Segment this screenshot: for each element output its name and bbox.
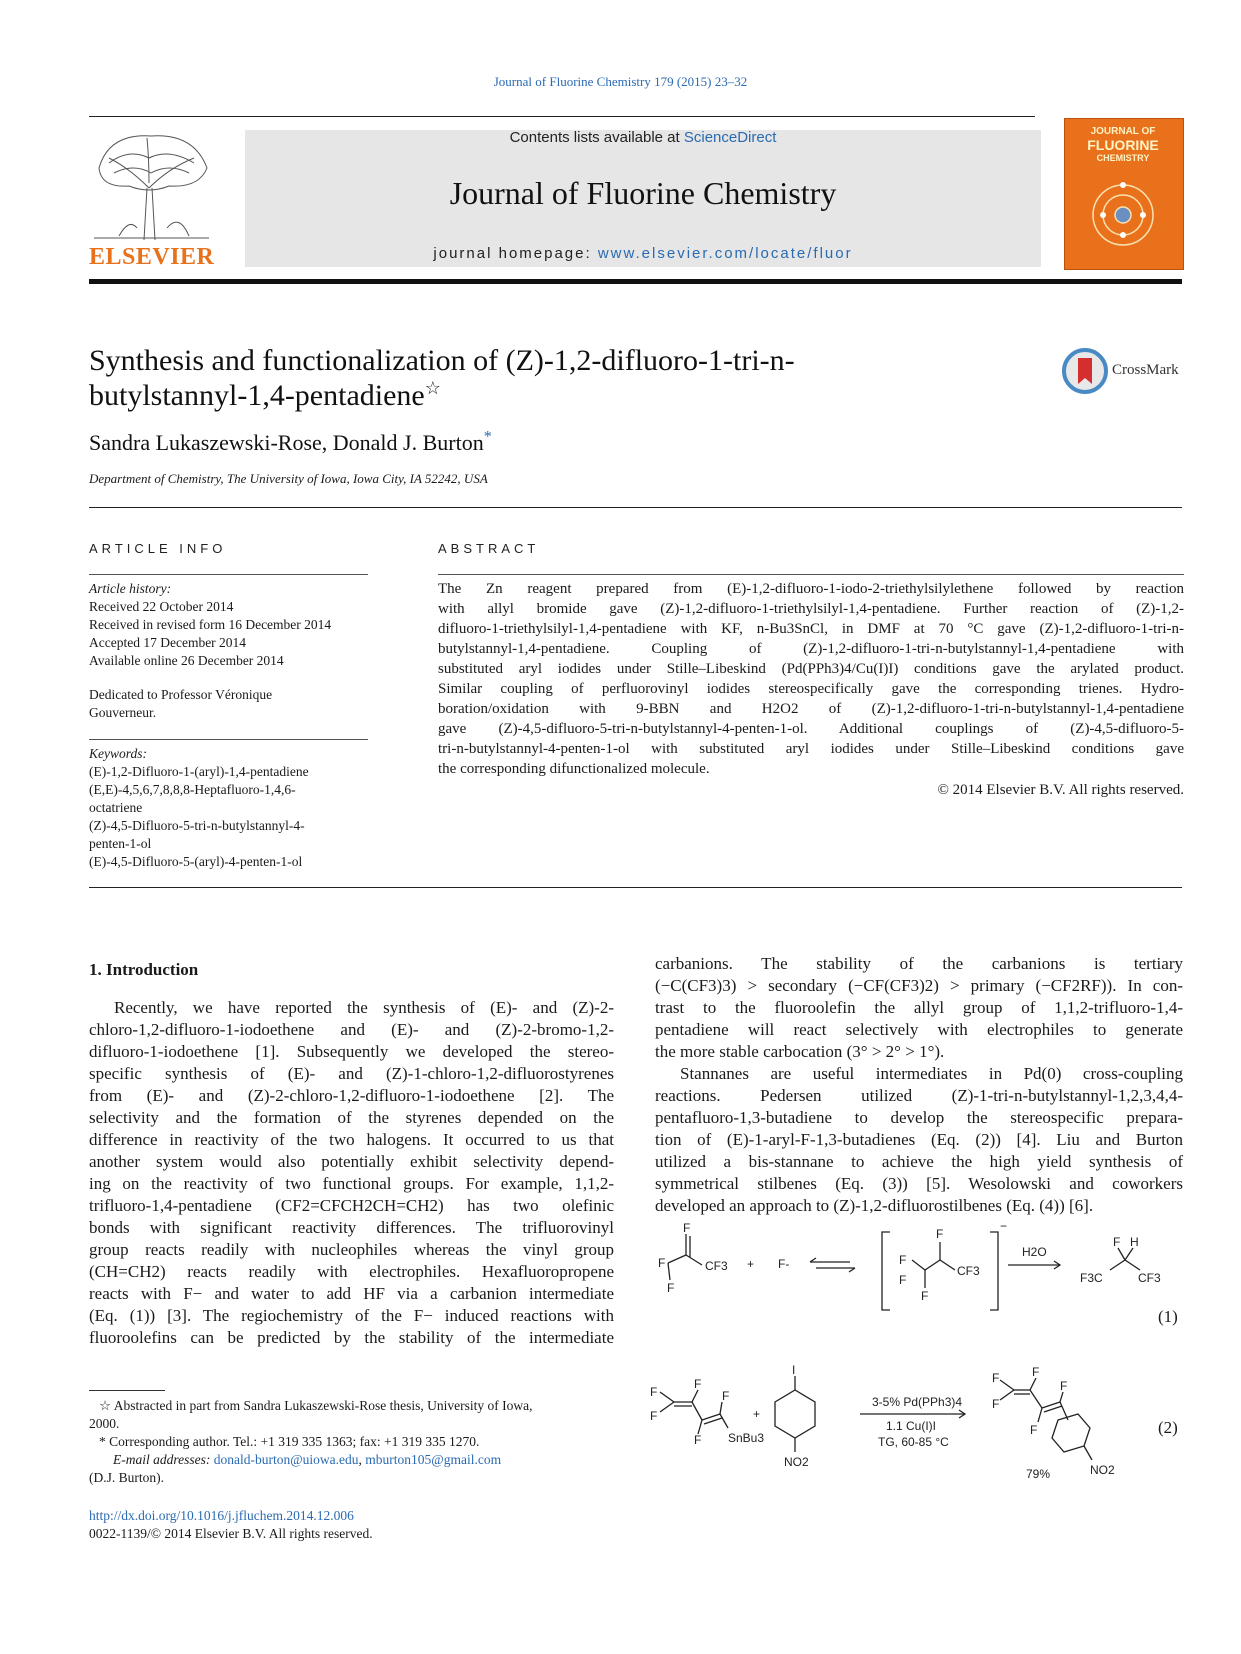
footnote-emails: E-mail addresses: donald-burton@uiowa.edu, mburton105@gmail.com <box>113 1452 502 1467</box>
equation-1-number: (1) <box>1158 1307 1178 1326</box>
eq1-anion-charge: − <box>1000 1220 1008 1233</box>
keywords-block <box>89 745 379 871</box>
intro-line: trifluoro-1,4-pentadiene (CF2=CFCH2CH=CH2) has two olefinic <box>89 1196 614 1215</box>
eq2-conditions: TG, 60-85 °C <box>878 1435 949 1449</box>
intro-line: Stannanes are useful intermediates in Pd(0) cross-coupling <box>680 1064 1183 1083</box>
abstract-copyright: © 2014 Elsevier B.V. All rights reserved. <box>937 782 1184 798</box>
intro-line: reacts with F− and water to add HF via a carbanion intermediate <box>89 1284 614 1303</box>
cover-line-3: CHEMISTRY <box>1096 153 1150 163</box>
intro-line: reactions. Pedersen utilized (Z)-1-tri-n-butylstannyl-1,2,3,4,4- <box>655 1086 1183 1105</box>
eq1-anion-f4: F <box>921 1289 929 1303</box>
footnotes <box>89 1397 614 1487</box>
eq2-prod-f3: F <box>1032 1365 1040 1379</box>
eq1-cf3-left: CF3 <box>705 1259 728 1273</box>
abstract-line: butylstannyl-1,4-pentadiene. Coupling of (Z)-1,2-difluoro-1-tri-n-butylstannyl-1,4-pentadiene with <box>438 641 1184 657</box>
eq1-reagent: H2O <box>1022 1245 1047 1259</box>
keyword-3: (Z)-4,5-Difluoro-5-tri-n-butylstannyl-4- <box>89 818 305 833</box>
equation-2-scheme <box>650 1362 1140 1487</box>
elsevier-tree-logo <box>89 128 214 240</box>
intro-right-column <box>655 953 1183 1217</box>
eq2-prod-f5: F <box>1060 1379 1068 1393</box>
intro-line: bonds with significant reactivity differences. The trifluorovinyl <box>89 1218 614 1237</box>
eq1-product-f3c: F3C <box>1080 1271 1103 1285</box>
doi-link[interactable]: http://dx.doi.org/10.1016/j.jfluchem.2014.12.006 <box>89 1508 354 1523</box>
intro-line: the more stable carbocation (3° > 2° > 1°). <box>655 1042 945 1061</box>
footnote-rule <box>89 1390 165 1391</box>
eq1-product-f: F <box>1113 1235 1121 1249</box>
eq2-no2-product: NO2 <box>1090 1463 1115 1477</box>
footnote-title-cont: 2000. <box>89 1416 120 1431</box>
email-link-2[interactable]: mburton105@gmail.com <box>365 1452 502 1467</box>
eq1-f-top: F <box>683 1221 691 1235</box>
intro-line: group reacts readily with nucleophiles whereas the vinyl group <box>89 1240 614 1259</box>
equation-2-number: (2) <box>1158 1418 1178 1437</box>
title-line-2: butylstannyl-1,4-pentadiene <box>89 379 425 412</box>
intro-line: another system would also potentially exhibit selectivity depend- <box>89 1152 614 1171</box>
eq1-f-left: F <box>658 1256 666 1270</box>
article-info-rule <box>89 574 368 575</box>
title-line-2-wrap <box>89 378 989 413</box>
authors-text: Sandra Lukaszewski-Rose, Donald J. Burton <box>89 430 484 455</box>
sciencedirect-link[interactable]: ScienceDirect <box>683 129 777 146</box>
intro-line: carbanions. The stability of the carbanions is tertiary <box>655 954 1183 973</box>
intro-line: (Eq. (1)) [3]. The regiochemistry of the F− induced reactions with <box>89 1306 614 1325</box>
intro-line: pentadiene will react selectively with electrophiles to generate <box>655 1020 1183 1039</box>
homepage-line <box>245 245 1041 262</box>
intro-line: (CH=CH2) reacts readily with electrophiles. Hexafluoropropene <box>89 1262 614 1281</box>
abstract-line: tri-n-butylstannyl-4-penten-1-ol with substituted aryl iodides under Stille–Libeskind conditions gave <box>438 741 1184 757</box>
doi-block <box>89 1507 373 1543</box>
eq2-snbu3: SnBu3 <box>728 1431 765 1445</box>
cover-atom-icon <box>1088 180 1158 250</box>
author-list <box>89 430 492 456</box>
eq2-prod-f4: F <box>1030 1423 1038 1437</box>
article-history <box>89 580 379 722</box>
eq2-f-5: F <box>722 1389 730 1403</box>
eq2-catalyst: 3-5% Pd(PPh3)4 <box>872 1395 963 1409</box>
intro-line: trast to the fluoroolefin the allyl group of 1,1,2-trifluoro-1,4- <box>655 998 1183 1017</box>
crossmark-icon <box>1062 348 1108 394</box>
eq1-anion-f2: F <box>899 1273 907 1287</box>
abstract-line: The Zn reagent prepared from (E)-1,2-difluoro-1-iodo-2-triethylsilylethene followed by reaction <box>438 581 1184 597</box>
keywords-label: Keywords: <box>89 746 147 761</box>
abstract-line: gave (Z)-4,5-difluoro-5-tri-n-butylstannyl-4-penten-1-ol. Additional couplings of (Z)-4,5-difluoro-5- <box>438 721 1184 737</box>
abstract-line: the corresponding difunctionalized molecule. <box>438 761 710 777</box>
crossmark-label: CrossMark <box>1112 362 1179 378</box>
intro-line: difluoro-1-iodoethene [1]. Subsequently we developed the stereo- <box>89 1042 614 1061</box>
eq2-f-2: F <box>650 1409 658 1423</box>
eq1-fluoride: F- <box>778 1257 790 1271</box>
section-heading-introduction: 1. Introduction <box>89 960 199 979</box>
title-footnote-mark[interactable]: ☆ <box>424 378 441 398</box>
keyword-3b: penten-1-ol <box>89 836 152 851</box>
email-label: E-mail addresses: <box>113 1452 214 1467</box>
keyword-2b: octatriene <box>89 800 143 815</box>
history-revised: Received in revised form 16 December 2014 <box>89 617 332 632</box>
history-online: Available online 26 December 2014 <box>89 653 284 668</box>
intro-line: tion of (E)-1-aryl-F-1,3-butadienes (Eq. (2)) [4]. Liu and Burton <box>655 1130 1183 1149</box>
intro-line: selectivity and the formation of the styrenes depended on the <box>89 1108 614 1127</box>
history-received: Received 22 October 2014 <box>89 599 234 614</box>
abstract-body <box>438 579 1184 779</box>
eq1-plus: + <box>747 1257 755 1271</box>
contents-prefix: Contents lists available at <box>509 129 684 146</box>
equation-1-scheme <box>650 1220 1185 1330</box>
contents-line <box>245 129 1041 146</box>
eq1-product-h: H <box>1130 1235 1139 1249</box>
article-title <box>89 343 989 413</box>
history-label: Article history: <box>89 581 172 596</box>
issn-line: 0022-1139/© 2014 Elsevier B.V. All rights reserved. <box>89 1526 373 1541</box>
abstract-rule <box>438 574 1184 575</box>
affiliation: Department of Chemistry, The University of Iowa, Iowa City, IA 52242, USA <box>89 471 488 486</box>
intro-line: utilized a bis-stannane to achieve the high yield synthesis of <box>655 1152 1183 1171</box>
eq1-anion-cf3: CF3 <box>957 1264 980 1278</box>
article-info-heading: ARTICLE INFO <box>89 541 227 556</box>
intro-line: symmetrical stilbenes (Eq. (3)) [5]. Wesolowski and coworkers <box>655 1174 1183 1193</box>
eq2-no2-reactant: NO2 <box>784 1455 809 1469</box>
eq1-f-bottom: F <box>667 1281 675 1295</box>
crossmark-badge[interactable] <box>1062 348 1179 399</box>
eq2-f-1: F <box>650 1385 658 1399</box>
intro-line: Recently, we have reported the synthesis of (E)- and (Z)-2- <box>114 998 614 1017</box>
history-spacer <box>89 670 379 686</box>
eq2-prod-f2: F <box>992 1397 1000 1411</box>
title-bottom-rule <box>89 507 1182 508</box>
abstract-line: with allyl bromide gave (Z)-1,2-difluoro-1-triethylsilyl-1,4-pentadiene. Further reaction of (Z)-1,2- <box>438 601 1184 617</box>
intro-left-column <box>89 997 614 1349</box>
cover-line-2: FLUORINE <box>1087 137 1159 153</box>
email-link-1[interactable]: donald-burton@uiowa.edu <box>213 1452 359 1467</box>
running-header[interactable]: Journal of Fluorine Chemistry 179 (2015) 23–32 <box>493 74 748 89</box>
homepage-prefix: journal homepage: <box>433 245 598 262</box>
keyword-4: (E)-4,5-Difluoro-5-(aryl)-4-penten-1-ol <box>89 854 303 869</box>
eq1-anion-f3: F <box>936 1227 944 1241</box>
abstract-line: boration/oxidation with 9-BBN and H2O2 of (Z)-1,2-difluoro-1-tri-n-butylstannyl-1,4-pentadiene <box>438 701 1184 717</box>
intro-line: developed an approach to (Z)-1,2-difluorostilbenes (Eq. (4)) [6]. <box>655 1196 1094 1215</box>
intro-line: pentafluoro-1,3-butadiene to develop the stereospecific prepara- <box>655 1108 1183 1127</box>
abstract-line: substituted aryl iodides under Stille–Libeskind (Pd(PPh3)4/Cu(I)I) conditions gave the arylated product. <box>438 661 1184 677</box>
eq2-iodine: I <box>792 1363 796 1377</box>
footnote-title: ☆ Abstracted in part from Sandra Lukaszewski-Rose thesis, University of Iowa, <box>99 1398 533 1413</box>
eq2-yield: 79% <box>1026 1467 1051 1481</box>
journal-title: Journal of Fluorine Chemistry <box>449 175 837 211</box>
abstract-line: difluoro-1-triethylsilyl-1,4-pentadiene with KF, n-Bu3SnCl, in DMF at 70 °C gave (Z)-1,2-difluoro-1-tri-n- <box>438 621 1184 637</box>
eq1-anion-f1: F <box>899 1253 907 1267</box>
dedication-line-1: Dedicated to Professor Véronique <box>89 687 273 702</box>
intro-line: from (E)- and (Z)-2-chloro-1,2-difluoro-1-iodoethene [2]. The <box>89 1086 614 1105</box>
eq2-f-3: F <box>694 1377 702 1391</box>
abstract-line: Similar coupling of perfluorovinyl iodides stereospecifically gave the corresponding trienes. Hydro- <box>438 681 1184 697</box>
eq2-prod-f1: F <box>992 1371 1000 1385</box>
keyword-1: (E)-1,2-Difluoro-1-(aryl)-1,4-pentadiene <box>89 764 309 779</box>
footnote-email-owner: (D.J. Burton). <box>89 1470 164 1485</box>
footnote-corresponding: * Corresponding author. Tel.: +1 319 335 1363; fax: +1 319 335 1270. <box>99 1434 480 1449</box>
intro-line: fluoroolefins can be predicted by the stability of the intermediate <box>89 1328 614 1347</box>
intro-line: difference in reactivity of the two halogens. It occurred to us that <box>89 1130 614 1149</box>
homepage-link[interactable]: www.elsevier.com/locate/fluor <box>597 245 853 262</box>
abstract-heading: ABSTRACT <box>438 541 540 556</box>
eq1-product-cf3: CF3 <box>1138 1271 1161 1285</box>
keyword-2: (E,E)-4,5,6,7,8,8,8-Heptafluoro-1,4,6- <box>89 782 296 797</box>
dedication-line-2: Gouverneur. <box>89 705 157 720</box>
keywords-rule <box>89 739 368 740</box>
intro-line: specific synthesis of (E)- and (Z)-1-chloro-1,2-difluorostyrenes <box>89 1064 614 1083</box>
header-top-rule <box>89 116 1035 117</box>
elsevier-wordmark: ELSEVIER <box>89 244 215 270</box>
history-accepted: Accepted 17 December 2014 <box>89 635 247 650</box>
masthead-bottom-rule <box>89 279 1182 284</box>
eq2-cocatalyst: 1.1 Cu(I)I <box>886 1419 937 1433</box>
cover-line-1: JOURNAL OF <box>1090 126 1156 137</box>
eq2-plus: + <box>753 1407 761 1421</box>
corresponding-author-mark[interactable]: * <box>483 428 492 446</box>
intro-line: (−C(CF3)3) > secondary (−CF(CF3)2) > primary (−CF2RF)). In con- <box>655 976 1183 995</box>
intro-line: ing on the reactivity of two functional groups. For example, 1,1,2- <box>89 1174 614 1193</box>
intro-line: chloro-1,2-difluoro-1-iodoethene and (E)- and (Z)-2-bromo-1,2- <box>89 1020 614 1039</box>
eq2-f-4: F <box>694 1433 702 1447</box>
title-line-1: Synthesis and functionalization of (Z)-1,2-difluoro-1-tri-n- <box>89 344 795 377</box>
abstract-bottom-rule <box>89 887 1182 888</box>
